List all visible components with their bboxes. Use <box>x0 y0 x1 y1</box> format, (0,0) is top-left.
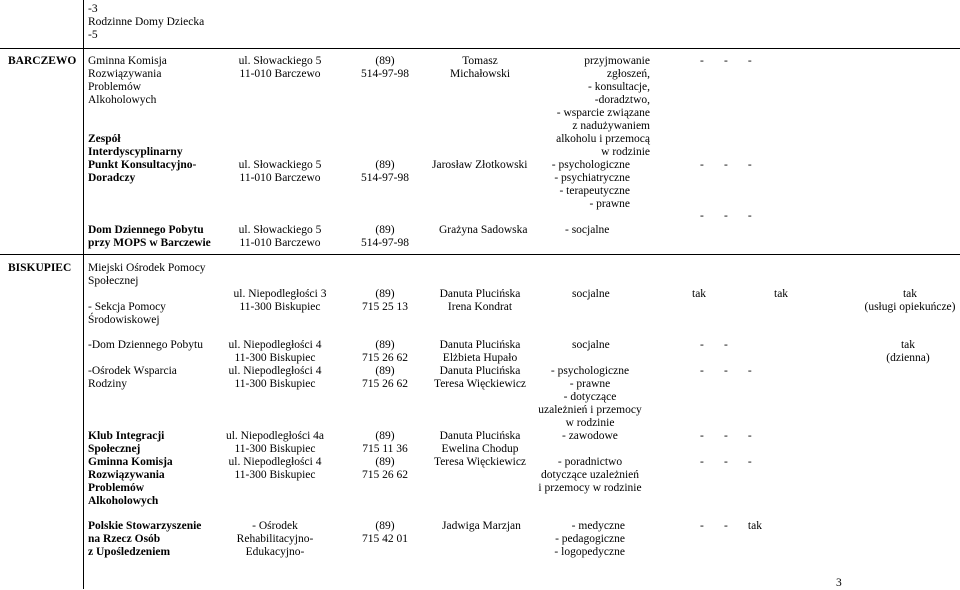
flags: - - - <box>700 365 752 377</box>
unit-name: -Ośrodek Wsparcia Rodziny <box>88 365 177 390</box>
contact-person: Danuta Plucińska Irena Kondrat <box>439 288 521 313</box>
phone: (89) 715 26 62 <box>362 339 408 364</box>
services: przyjmowanie zgłoszeń, - konsultacje, -doradztwo, - wsparcie związane z nadużywaniem alkoholu i przemocą w rodzinie <box>556 55 650 158</box>
address: ul. Słowackiego 5 11-010 Barczewo <box>238 159 322 184</box>
unit-name: -Dom Dziennego Pobytu <box>88 339 203 351</box>
services: socjalne <box>572 288 610 300</box>
row-separator <box>0 48 960 49</box>
unit-name: Miejski Ośrodek Pomocy Społecznej - Sekcja Pomocy Środowiskowej <box>88 262 206 326</box>
phone: (89) 514-97-98 <box>361 55 409 80</box>
services: - medyczne - pedagogiczne - logopedyczne <box>554 520 625 558</box>
address: ul. Słowackiego 5 11-010 Barczewo <box>238 55 322 80</box>
contact-person: Danuta Plucińska Elżbieta Hupało <box>439 339 521 364</box>
address: ul. Niepodległości 4a 11-300 Biskupiec <box>225 430 325 455</box>
unit-name: Zespół Interdyscyplinarny Punkt Konsultacyjno- Doradczy <box>88 133 197 184</box>
address: ul. Niepodległości 4 11-300 Biskupiec <box>228 365 322 390</box>
contact-person: Danuta Plucińska Ewelina Chodup <box>439 430 521 455</box>
flag-cell: tak <box>774 288 789 300</box>
flags: - - - <box>700 430 752 442</box>
services: - psychologiczne - psychiatryczne - terapeutyczne - prawne <box>551 159 630 210</box>
page-number: 3 <box>836 577 842 589</box>
contact-person: Grażyna Sadowska <box>439 224 528 236</box>
flag-cell: tak (dzienna) <box>886 339 930 364</box>
services: - poradnictwo dotyczące uzależnień i przemocy w rodzinie <box>538 456 642 494</box>
unit-name: Gminna Komisja Rozwiązywania Problemów Alkoholowych <box>88 55 167 106</box>
gmina-label: BISKUPIEC <box>8 262 72 274</box>
flag-cell: tak (usługi opiekuńcze) <box>864 288 956 313</box>
phone: (89) 715 26 62 <box>362 456 408 481</box>
phone: (89) 514-97-98 <box>361 159 409 184</box>
contact-person: Teresa Więckiewicz <box>433 456 527 468</box>
unit-name: Klub Integracji Społecznej <box>88 430 165 455</box>
flags: - - <box>700 339 728 351</box>
flags: - - - <box>700 210 752 222</box>
address: ul. Niepodległości 4 11-300 Biskupiec <box>228 456 322 481</box>
unit-name: Gminna Komisja Rozwiązywania Problemów Alkoholowych <box>88 456 173 507</box>
unit-name: Dom Dziennego Pobytu przy MOPS w Barczewie <box>88 224 211 249</box>
unit-name: Polskie Stowarzyszenie na Rzecz Osób z Upośledzeniem <box>88 520 202 558</box>
services: - psychologiczne - prawne - dotyczące uzależnień i przemocy w rodzinie <box>538 365 642 429</box>
services: - socjalne <box>565 224 610 236</box>
phone: (89) 715 42 01 <box>362 520 408 545</box>
services: - zawodowe <box>562 430 618 442</box>
flags: - - - <box>700 159 752 171</box>
contact-person: Danuta Plucińska Teresa Więckiewicz <box>433 365 527 390</box>
column-separator <box>83 0 84 589</box>
phone: (89) 715 25 13 <box>362 288 408 313</box>
flags: - - - <box>700 55 752 67</box>
top-fragment: -3 Rodzinne Domy Dziecka -5 <box>88 3 205 41</box>
contact-person: Jarosław Złotkowski <box>432 159 528 171</box>
services: socjalne <box>572 339 610 351</box>
row-separator <box>0 254 960 255</box>
phone: (89) 514-97-98 <box>361 224 409 249</box>
contact-person: Tomasz Michałowski <box>449 55 511 80</box>
flags: - - tak <box>700 520 762 532</box>
flags: - - - <box>700 456 752 468</box>
address: - Ośrodek Rehabilitacyjno- Edukacyjno- <box>236 520 314 558</box>
address: ul. Niepodległości 3 11-300 Biskupiec <box>233 288 327 313</box>
flag-cell: tak <box>692 288 707 300</box>
contact-person: Jadwiga Marzjan <box>442 520 521 532</box>
phone: (89) 715 26 62 <box>362 365 408 390</box>
address: ul. Słowackiego 5 11-010 Barczewo <box>238 224 322 249</box>
phone: (89) 715 11 36 <box>362 430 408 455</box>
gmina-label: BARCZEWO <box>8 55 77 67</box>
address: ul. Niepodległości 4 11-300 Biskupiec <box>228 339 322 364</box>
